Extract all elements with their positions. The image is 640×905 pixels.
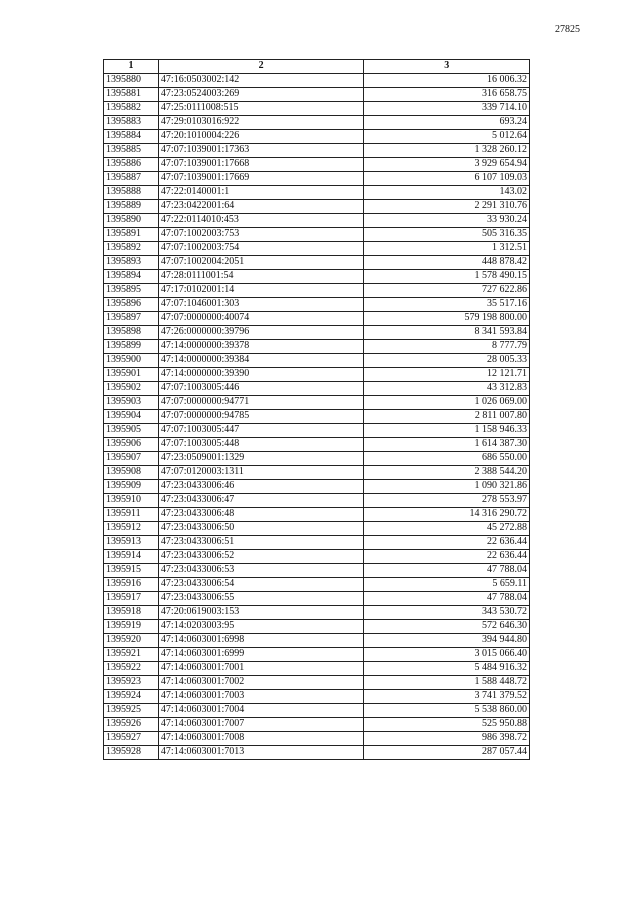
table-row — [104, 312, 530, 326]
cadastral-number-cell: 47:14:0000000:39390 — [158, 368, 364, 382]
value-cell: 505 316.35 — [364, 228, 530, 242]
value-cell: 3 015 066.40 — [364, 648, 530, 662]
cadastral-number-cell: 47:14:0603001:7007 — [158, 718, 364, 732]
cadastral-number-cell: 47:07:1003005:448 — [158, 438, 364, 452]
cadastral-number-cell: 47:20:0619003:153 — [158, 606, 364, 620]
value-cell: 8 777.79 — [364, 340, 530, 354]
row-number-cell: 1395892 — [104, 242, 159, 256]
table-row — [104, 368, 530, 382]
value-cell: 2 811 007.80 — [364, 410, 530, 424]
table-header — [104, 60, 530, 74]
table-row — [104, 270, 530, 284]
cadastral-number-cell: 47:14:0603001:6999 — [158, 648, 364, 662]
row-number-cell: 1395907 — [104, 452, 159, 466]
cadastral-number-cell: 47:07:1039001:17668 — [158, 158, 364, 172]
table-row — [104, 676, 530, 690]
data-table — [103, 59, 530, 760]
value-cell: 45 272.88 — [364, 522, 530, 536]
cadastral-number-cell: 47:17:0102001:14 — [158, 284, 364, 298]
value-cell: 14 316 290.72 — [364, 508, 530, 522]
table-row — [104, 494, 530, 508]
value-cell: 5 659.11 — [364, 578, 530, 592]
table-row — [104, 648, 530, 662]
row-number-cell: 1395917 — [104, 592, 159, 606]
column-header-3: 3 — [364, 60, 530, 74]
column-header-1: 1 — [104, 60, 159, 74]
table-row — [104, 508, 530, 522]
cadastral-number-cell: 47:14:0000000:39384 — [158, 354, 364, 368]
cadastral-number-cell: 47:07:0000000:94771 — [158, 396, 364, 410]
column-header-2: 2 — [158, 60, 364, 74]
cadastral-number-cell: 47:14:0603001:7001 — [158, 662, 364, 676]
row-number-cell: 1395924 — [104, 690, 159, 704]
value-cell: 143.02 — [364, 186, 530, 200]
cadastral-number-cell: 47:07:1039001:17363 — [158, 144, 364, 158]
cadastral-number-cell: 47:26:0000000:39796 — [158, 326, 364, 340]
value-cell: 693.24 — [364, 116, 530, 130]
table-row — [104, 172, 530, 186]
cadastral-number-cell: 47:23:0422001:64 — [158, 200, 364, 214]
table-row — [104, 718, 530, 732]
value-cell: 1 312.51 — [364, 242, 530, 256]
cadastral-number-cell: 47:23:0433006:46 — [158, 480, 364, 494]
row-number-cell: 1395926 — [104, 718, 159, 732]
row-number-cell: 1395899 — [104, 340, 159, 354]
cadastral-number-cell: 47:23:0433006:51 — [158, 536, 364, 550]
page-number: 27825 — [555, 24, 580, 35]
value-cell: 579 198 800.00 — [364, 312, 530, 326]
row-number-cell: 1395912 — [104, 522, 159, 536]
cadastral-number-cell: 47:14:0603001:6998 — [158, 634, 364, 648]
row-number-cell: 1395884 — [104, 130, 159, 144]
cadastral-number-cell: 47:14:0203003:95 — [158, 620, 364, 634]
table-row — [104, 88, 530, 102]
table-row — [104, 326, 530, 340]
row-number-cell: 1395890 — [104, 214, 159, 228]
cadastral-number-cell: 47:23:0433006:54 — [158, 578, 364, 592]
table-row — [104, 242, 530, 256]
table-row — [104, 396, 530, 410]
row-number-cell: 1395904 — [104, 410, 159, 424]
row-number-cell: 1395888 — [104, 186, 159, 200]
row-number-cell: 1395897 — [104, 312, 159, 326]
cadastral-number-cell: 47:14:0603001:7008 — [158, 732, 364, 746]
table-row — [104, 228, 530, 242]
value-cell: 525 950.88 — [364, 718, 530, 732]
cadastral-number-cell: 47:29:0103016:922 — [158, 116, 364, 130]
value-cell: 3 929 654.94 — [364, 158, 530, 172]
cadastral-number-cell: 47:23:0433006:48 — [158, 508, 364, 522]
value-cell: 572 646.30 — [364, 620, 530, 634]
row-number-cell: 1395922 — [104, 662, 159, 676]
table-row — [104, 578, 530, 592]
value-cell: 2 388 544.20 — [364, 466, 530, 480]
row-number-cell: 1395901 — [104, 368, 159, 382]
row-number-cell: 1395920 — [104, 634, 159, 648]
cadastral-number-cell: 47:16:0503002:142 — [158, 74, 364, 88]
value-cell: 686 550.00 — [364, 452, 530, 466]
row-number-cell: 1395927 — [104, 732, 159, 746]
table-row — [104, 606, 530, 620]
table-row — [104, 592, 530, 606]
row-number-cell: 1395911 — [104, 508, 159, 522]
row-number-cell: 1395919 — [104, 620, 159, 634]
table-row — [104, 214, 530, 228]
value-cell: 1 158 946.33 — [364, 424, 530, 438]
cadastral-number-cell: 47:14:0000000:39378 — [158, 340, 364, 354]
table-row — [104, 144, 530, 158]
row-number-cell: 1395894 — [104, 270, 159, 284]
row-number-cell: 1395885 — [104, 144, 159, 158]
table-row — [104, 690, 530, 704]
value-cell: 1 588 448.72 — [364, 676, 530, 690]
value-cell: 316 658.75 — [364, 88, 530, 102]
table-row — [104, 200, 530, 214]
value-cell: 287 057.44 — [364, 746, 530, 760]
cadastral-number-cell: 47:25:0111008:515 — [158, 102, 364, 116]
cadastral-number-cell: 47:07:1039001:17669 — [158, 172, 364, 186]
value-cell: 1 328 260.12 — [364, 144, 530, 158]
table-row — [104, 662, 530, 676]
value-cell: 43 312.83 — [364, 382, 530, 396]
table-header-row — [104, 60, 530, 74]
row-number-cell: 1395900 — [104, 354, 159, 368]
cadastral-number-cell: 47:14:0603001:7002 — [158, 676, 364, 690]
table-row — [104, 746, 530, 760]
cadastral-number-cell: 47:07:1003005:447 — [158, 424, 364, 438]
value-cell: 5 012.64 — [364, 130, 530, 144]
row-number-cell: 1395908 — [104, 466, 159, 480]
table-row — [104, 550, 530, 564]
table-row — [104, 158, 530, 172]
table-row — [104, 186, 530, 200]
row-number-cell: 1395915 — [104, 564, 159, 578]
value-cell: 35 517.16 — [364, 298, 530, 312]
row-number-cell: 1395923 — [104, 676, 159, 690]
table-row — [104, 424, 530, 438]
cadastral-number-cell: 47:22:0114010:453 — [158, 214, 364, 228]
row-number-cell: 1395880 — [104, 74, 159, 88]
value-cell: 278 553.97 — [364, 494, 530, 508]
value-cell: 47 788.04 — [364, 592, 530, 606]
table-row — [104, 340, 530, 354]
value-cell: 22 636.44 — [364, 550, 530, 564]
value-cell: 47 788.04 — [364, 564, 530, 578]
table-row — [104, 298, 530, 312]
table-row — [104, 382, 530, 396]
row-number-cell: 1395905 — [104, 424, 159, 438]
table-row — [104, 564, 530, 578]
row-number-cell: 1395909 — [104, 480, 159, 494]
table-row — [104, 438, 530, 452]
value-cell: 727 622.86 — [364, 284, 530, 298]
row-number-cell: 1395906 — [104, 438, 159, 452]
value-cell: 1 614 387.30 — [364, 438, 530, 452]
table-row — [104, 466, 530, 480]
table-row — [104, 256, 530, 270]
row-number-cell: 1395893 — [104, 256, 159, 270]
table-row — [104, 732, 530, 746]
table-row — [104, 452, 530, 466]
cadastral-number-cell: 47:07:0000000:40074 — [158, 312, 364, 326]
value-cell: 22 636.44 — [364, 536, 530, 550]
row-number-cell: 1395918 — [104, 606, 159, 620]
value-cell: 2 291 310.76 — [364, 200, 530, 214]
value-cell: 1 090 321.86 — [364, 480, 530, 494]
cadastral-number-cell: 47:07:1002004:2051 — [158, 256, 364, 270]
row-number-cell: 1395903 — [104, 396, 159, 410]
cadastral-number-cell: 47:23:0433006:53 — [158, 564, 364, 578]
table-row — [104, 284, 530, 298]
row-number-cell: 1395896 — [104, 298, 159, 312]
value-cell: 3 741 379.52 — [364, 690, 530, 704]
cadastral-number-cell: 47:20:1010004:226 — [158, 130, 364, 144]
cadastral-number-cell: 47:07:0000000:94785 — [158, 410, 364, 424]
value-cell: 8 341 593.84 — [364, 326, 530, 340]
row-number-cell: 1395882 — [104, 102, 159, 116]
value-cell: 5 484 916.32 — [364, 662, 530, 676]
value-cell: 448 878.42 — [364, 256, 530, 270]
value-cell: 394 944.80 — [364, 634, 530, 648]
value-cell: 16 006.32 — [364, 74, 530, 88]
table-row — [104, 634, 530, 648]
value-cell: 6 107 109.03 — [364, 172, 530, 186]
row-number-cell: 1395891 — [104, 228, 159, 242]
cadastral-number-cell: 47:23:0509001:1329 — [158, 452, 364, 466]
row-number-cell: 1395898 — [104, 326, 159, 340]
table-body — [104, 74, 530, 760]
cadastral-number-cell: 47:28:0111001:54 — [158, 270, 364, 284]
value-cell: 28 005.33 — [364, 354, 530, 368]
table-row — [104, 102, 530, 116]
row-number-cell: 1395928 — [104, 746, 159, 760]
cadastral-number-cell: 47:14:0603001:7004 — [158, 704, 364, 718]
row-number-cell: 1395916 — [104, 578, 159, 592]
table-row — [104, 704, 530, 718]
cadastral-number-cell: 47:07:1002003:753 — [158, 228, 364, 242]
row-number-cell: 1395914 — [104, 550, 159, 564]
table-row — [104, 116, 530, 130]
cadastral-number-cell: 47:07:1046001:303 — [158, 298, 364, 312]
value-cell: 986 398.72 — [364, 732, 530, 746]
value-cell: 5 538 860.00 — [364, 704, 530, 718]
cadastral-number-cell: 47:14:0603001:7003 — [158, 690, 364, 704]
table-row — [104, 74, 530, 88]
row-number-cell: 1395887 — [104, 172, 159, 186]
table-row — [104, 410, 530, 424]
cadastral-number-cell: 47:23:0433006:50 — [158, 522, 364, 536]
table-row — [104, 620, 530, 634]
row-number-cell: 1395910 — [104, 494, 159, 508]
row-number-cell: 1395883 — [104, 116, 159, 130]
cadastral-number-cell: 47:23:0433006:52 — [158, 550, 364, 564]
value-cell: 33 930.24 — [364, 214, 530, 228]
row-number-cell: 1395881 — [104, 88, 159, 102]
row-number-cell: 1395895 — [104, 284, 159, 298]
table-row — [104, 536, 530, 550]
cadastral-number-cell: 47:14:0603001:7013 — [158, 746, 364, 760]
table-row — [104, 130, 530, 144]
value-cell: 1 578 490.15 — [364, 270, 530, 284]
value-cell: 339 714.10 — [364, 102, 530, 116]
row-number-cell: 1395925 — [104, 704, 159, 718]
cadastral-number-cell: 47:22:0140001:1 — [158, 186, 364, 200]
cadastral-number-cell: 47:23:0433006:47 — [158, 494, 364, 508]
row-number-cell: 1395921 — [104, 648, 159, 662]
cadastral-number-cell: 47:07:0120003:1311 — [158, 466, 364, 480]
cadastral-number-cell: 47:07:1003005:446 — [158, 382, 364, 396]
cadastral-number-cell: 47:23:0524003:269 — [158, 88, 364, 102]
value-cell: 1 026 069.00 — [364, 396, 530, 410]
row-number-cell: 1395889 — [104, 200, 159, 214]
row-number-cell: 1395902 — [104, 382, 159, 396]
row-number-cell: 1395886 — [104, 158, 159, 172]
row-number-cell: 1395913 — [104, 536, 159, 550]
value-cell: 343 530.72 — [364, 606, 530, 620]
table-row — [104, 522, 530, 536]
cadastral-number-cell: 47:07:1002003:754 — [158, 242, 364, 256]
value-cell: 12 121.71 — [364, 368, 530, 382]
cadastral-number-cell: 47:23:0433006:55 — [158, 592, 364, 606]
table-row — [104, 480, 530, 494]
table-row — [104, 354, 530, 368]
